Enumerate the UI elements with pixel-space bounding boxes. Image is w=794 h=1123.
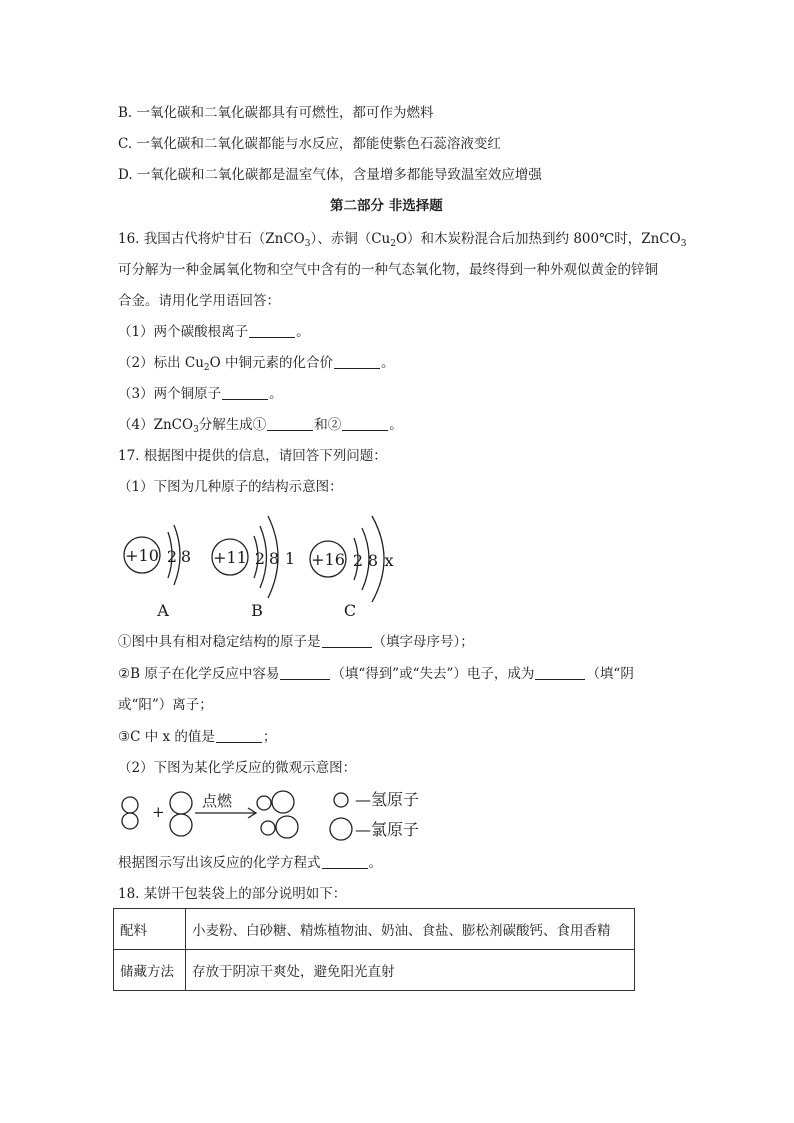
shell-count: 8 [367,551,379,570]
shell-count: 2 [254,549,266,568]
hydrogen-atom [122,797,138,813]
q17-sub1: ①图中具有相对稳定结构的原子是 （填字母序号）； [118,634,474,650]
table-cell-key: 配料 [114,909,186,950]
table-cell-key: 储藏方法 [114,950,186,991]
legend-hydrogen-label: —氢原子 [355,790,420,809]
atom-label-b: B [251,601,263,620]
reaction-diagram [112,786,452,842]
table-row [114,950,635,991]
table-cell-value: 存放于阴凉干爽处，避免阳光直射 [186,950,635,991]
hydrogen-atom [261,821,275,835]
q17-stem: 17. 根据图中提供的信息，请回答下列问题： [118,448,387,464]
q17-equation-question: 根据图示写出该反应的化学方程式 。 [118,855,382,871]
hydrogen-atom [122,813,138,829]
atom-structure-diagram [110,508,410,623]
q18-stem: 18. 某饼干包装袋上的部分说明如下： [118,886,347,902]
legend-hydrogen-icon [334,793,348,807]
answer-blank[interactable] [322,854,368,869]
answer-blank[interactable] [267,416,313,431]
shell-count: x [384,551,394,570]
q16-line3: 合金。请用化学用语回答： [118,293,280,309]
option-c: C. 一氧化碳和二氧化碳都能与水反应，都能使紫色石蕊溶液变红 [118,136,501,152]
shell-count: 2 [166,547,178,566]
chlorine-atom [272,791,294,813]
answer-blank[interactable] [535,665,585,680]
atom-label-a: A [157,601,169,620]
answer-blank[interactable] [322,633,372,648]
q16-line1: 16. 我国古代将炉甘石（ZnCO$_3$）、赤铜$(Cu_2O)$和木炭粉混合后加热到约 800℃时，ZnCO$_3$ [118,231,687,249]
reaction-condition: 点燃 [202,792,233,810]
nucleus-c-charge: +16 [311,550,345,569]
shell-count: 2 [352,551,364,570]
answer-blank[interactable] [249,323,295,338]
chlorine-atom [170,814,192,836]
q17-sub3: ③C 中 x 的值是 ； [118,729,277,745]
atom-label-c: C [343,601,357,620]
option-d: D. 一氧化碳和二氧化碳都是温室气体，含量增多都能导致温室效应增强 [118,167,542,183]
q17-part1: （1）下图为几种原子的结构示意图： [118,479,343,495]
package-info-table [113,908,635,991]
legend-chlorine-label: —氯原子 [355,820,420,839]
answer-blank[interactable] [334,354,380,369]
shell-count: 1 [284,549,296,568]
table-row [114,909,635,950]
answer-blank[interactable] [216,728,262,743]
q16-part1: （1）两个碳酸根离子 。 [118,324,310,340]
plus-sign: + [152,803,165,821]
shell-count: 8 [268,549,280,568]
nucleus-a-charge: +10 [125,546,159,565]
q16-part2: （2）标出 $Cu_2O$ 中铜元素的化合价 。 [118,355,395,373]
option-b: B. 一氧化碳和二氧化碳都具有可燃性，都可作为燃料 [118,105,434,121]
q16-line2: 可分解为一种金属氧化物和空气中含有的一种气态氧化物，最终得到一种外观似黄金的锌铜 [118,262,658,278]
section-title: 第二部分 非选择题 [330,198,443,214]
q16-part4: （4）ZnCO$_3$分解生成① 和② 。 [118,417,403,435]
chlorine-atom [170,792,192,814]
q17-sub2: ②B 原子在化学反应中容易 （填“得到”或“失去”）电子，成为 （填“阴 [118,666,634,682]
nucleus-b-charge: +11 [213,548,247,567]
chlorine-atom [276,816,298,838]
legend-chlorine-icon [330,818,352,840]
q16-part3: （3）两个铜原子 。 [118,386,283,402]
shell-count: 8 [180,547,192,566]
answer-blank[interactable] [222,385,268,400]
q17-part2: （2）下图为某化学反应的微观示意图： [118,760,357,776]
q17-sub2-cont: 或“阳”）离子； [118,697,213,713]
answer-blank[interactable] [280,665,330,680]
answer-blank[interactable] [342,416,388,431]
table-cell-value: 小麦粉、白砂糖、精炼植物油、奶油、食盐、膨松剂碳酸钙、食用香精 [186,909,635,950]
hydrogen-atom [257,796,271,810]
